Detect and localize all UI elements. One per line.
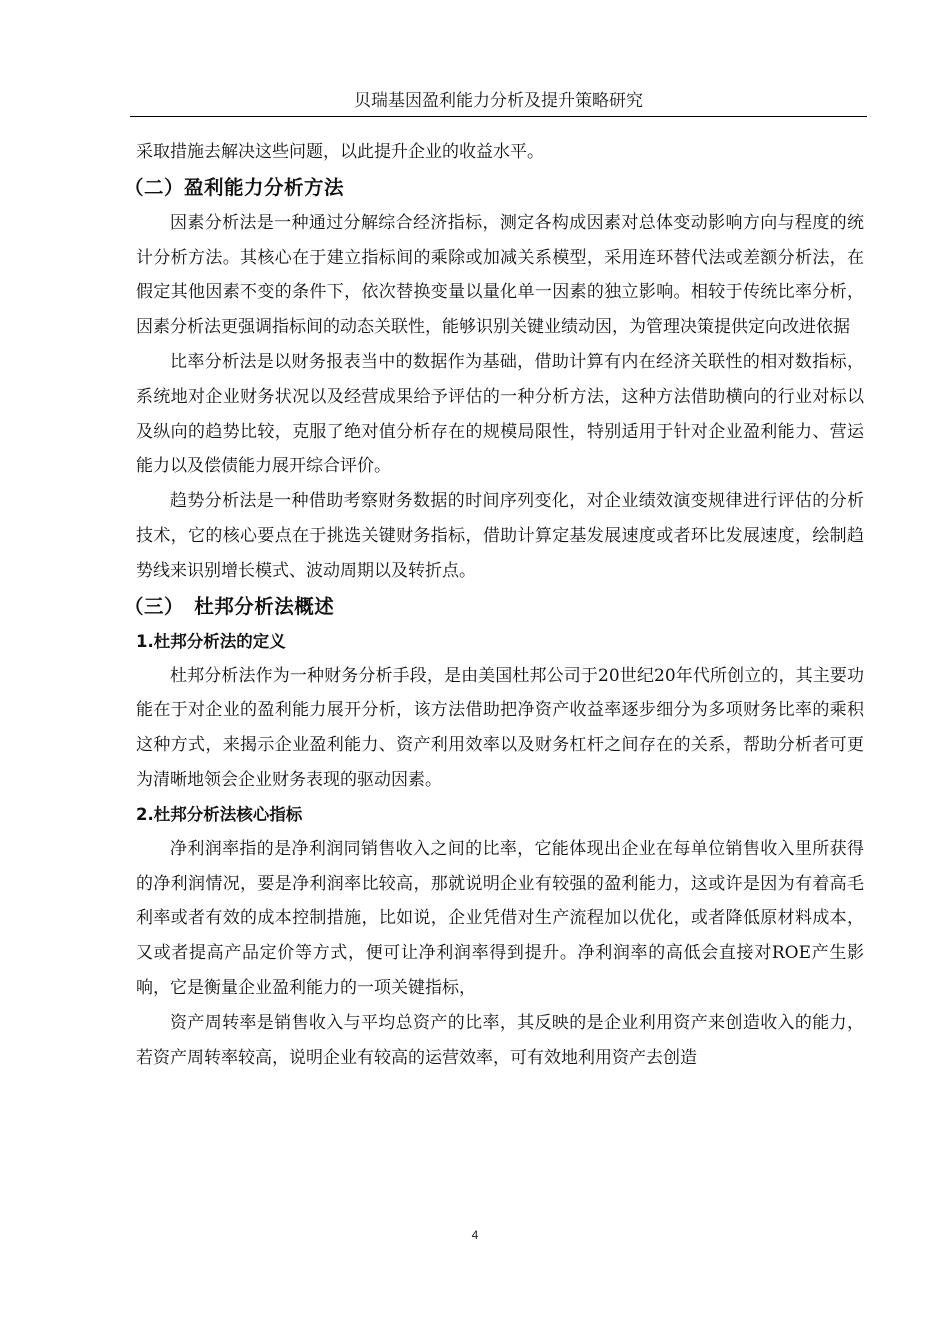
paragraph-trend-analysis: 趋势分析法是一种借助考察财务数据的时间序列变化，对企业绩效演变规律进行评估的分析技术，它的核心要点在于挑选关键财务指标，借助计算定基发展速度或者环比发展速度，绘制趋势线来识别增长模式、波动周期以及转折点。 xyxy=(136,491,864,581)
paragraph-net-profit-margin: 净利润率指的是净利润同销售收入之间的比率，它能体现出企业在每单位销售收入里所获得的净利润情况，要是净利润率比较高，那就说明企业有较强的盈利能力，这或许是因为有着高毛利率或者有效的成本控制措施，比如说，企业凭借对生产流程加以优化，或者降低原材料成本，又或者提高产品定价等方式，便可让净利润率得到提升。净利润率的高低会直接对ROE产生影响，它是衡量企业盈利能力的一项关键指标， xyxy=(136,838,864,998)
paragraph-ratio-analysis: 比率分析法是以财务报表当中的数据作为基础，借助计算有内在经济关联性的相对数指标，系统地对企业财务状况以及经营成果给予评估的一种分析方法，这种方法借助横向的行业对标以及纵向的趋势比较，克服了绝对值分析存在的规模局限性，特别适用于针对企业盈利能力、营运能力以及偿债能力展开综合评价。 xyxy=(136,351,864,477)
section-heading-profitability-methods: （二）盈利能力分析方法 xyxy=(124,175,345,199)
header-rule xyxy=(130,116,867,117)
subsection-heading-dupont-core-indicators: 2.杜邦分析法核心指标 xyxy=(136,804,303,824)
page-body xyxy=(124,135,864,1075)
section-heading-dupont-overview: （三） 杜邦分析法概述 xyxy=(124,594,335,618)
paragraph-dupont-definition: 杜邦分析法作为一种财务分析手段，是由美国杜邦公司于20世纪20年代所创立的，其主要功能在于对企业的盈利能力展开分析，该方法借助把净资产收益率逐步细分为多项财务比率的乘积这种方式，来揭示企业盈利能力、资产利用效率以及财务杠杆之间存在的关系，帮助分析者可更为清晰地领会企业财务表现的驱动因素。 xyxy=(136,665,864,790)
running-header: 贝瑞基因盈利能力分析及提升策略研究 xyxy=(354,91,643,111)
page-number: 4 xyxy=(471,1228,479,1242)
subsection-heading-dupont-definition: 1.杜邦分析法的定义 xyxy=(136,631,286,651)
paragraph-asset-turnover: 资产周转率是销售收入与平均总资产的比率，其反映的是企业利用资产来创造收入的能力，若资产周转率较高，说明企业有较高的运营效率，可有效地利用资产去创造 xyxy=(136,1012,864,1068)
paragraph-continuation: 采取措施去解决这些问题，以此提升企业的收益水平。 xyxy=(136,142,544,162)
paragraph-factor-analysis: 因素分析法是一种通过分解综合经济指标，测定各构成因素对总体变动影响方向与程度的统计分析方法。其核心在于建立指标间的乘除或加减关系模型，采用连环替代法或差额分析法，在假定其他因素不变的条件下，依次替换变量以量化单一因素的独立影响。相较于传统比率分析，因素分析法更强调指标间的动态关联性，能够识别关键业绩动因，为管理决策提供定向改进依据 xyxy=(136,212,864,338)
